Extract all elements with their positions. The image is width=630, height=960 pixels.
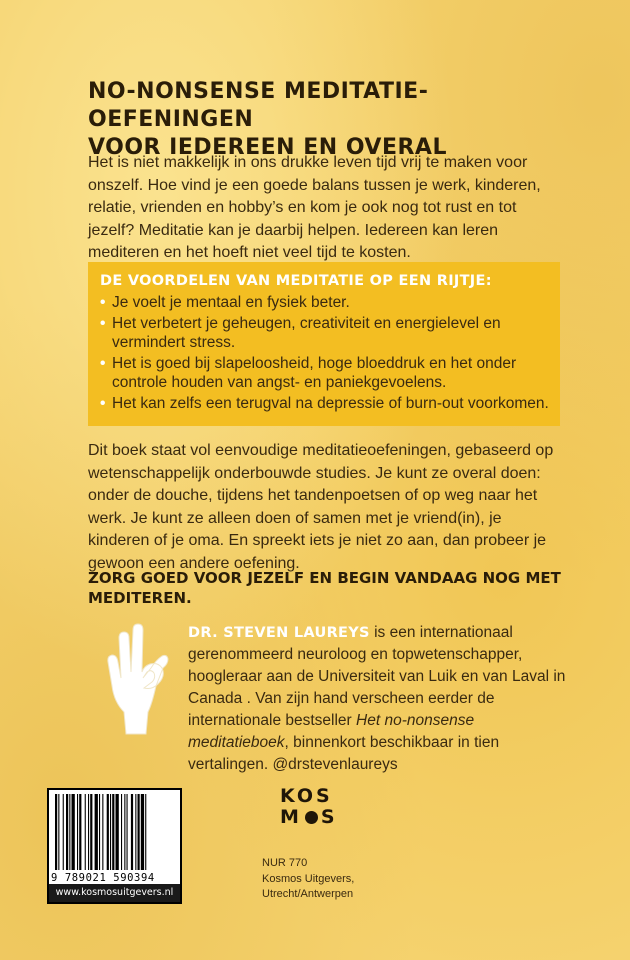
barcode-bar	[131, 794, 133, 870]
benefit-item	[100, 293, 552, 313]
barcode-bar	[138, 794, 140, 870]
benefit-text: Je voelt je mentaal en fysiek beter.	[112, 294, 350, 311]
benefit-text: Het is goed bij slapeloosheid, hoge bloeddruk en het onder controle houden van angst- en paniekgevoelens.	[112, 354, 517, 391]
bullet: •	[100, 394, 106, 412]
cover-heading	[88, 78, 588, 162]
benefit-text: Het verbetert je geheugen, creativiteit en energielevel en vermindert stress.	[112, 314, 501, 351]
publisher-logo	[280, 786, 340, 830]
barcode-bar	[102, 794, 103, 870]
nur-code: NUR 770	[262, 857, 308, 869]
barcode-bar	[110, 794, 111, 870]
publisher-name: Kosmos Uitgevers,	[262, 872, 355, 885]
publisher-info	[262, 856, 462, 903]
isbn-number: 9 789021 590394	[51, 872, 155, 884]
barcode-bar	[66, 794, 68, 870]
slogan: ZORG GOED VOOR JEZELF EN BEGIN VANDAAG NOG MET MEDITEREN.	[88, 569, 561, 607]
barcode-bar	[69, 794, 70, 870]
bullet: •	[100, 294, 106, 311]
barcode-bar	[77, 794, 78, 870]
author-bio-text-end: , binnenkort beschikbaar in tien vertalingen. @drstevenlaureys	[188, 734, 500, 773]
barcode	[47, 788, 182, 904]
barcode-bar	[107, 794, 109, 870]
bullet: •	[100, 314, 106, 332]
publisher-city: Utrecht/Antwerpen	[262, 888, 354, 900]
barcode-bar	[63, 794, 64, 870]
benefit-text: Het kan zelfs een terugval na depressie of burn-out voorkomen.	[112, 394, 549, 412]
logo-dot-icon	[305, 811, 318, 824]
author-bio-text: is een internationaal gerenommeerd neuroloog en topwetenschapper, hoogleraar aan de Universiteit van Luik en van Laval in Canada . Van zijn hand verscheen eerder de internationale bestseller	[188, 624, 566, 729]
author-book-title: Het no-nonsense meditatieboek	[188, 712, 475, 751]
logo-row-2	[280, 807, 340, 828]
body-paragraph: Dit boek staat vol eenvoudige meditatieoefeningen, gebaseerd op wetenschappelijk onderbouwde studies. Je kunt ze overal doen: onder de douche, tijdens het tandenpoetsen of op weg naar het werk. Je kunt ze alleen doen of samen met je vriend(in), je kinderen of je oma. En spreekt iets je niet zo aan, dan probeer je gewoon een andere oefening.	[88, 442, 554, 572]
author-bio	[188, 622, 568, 776]
benefit-item	[100, 314, 552, 353]
benefits-box	[88, 262, 560, 426]
barcode-bar	[95, 794, 98, 870]
barcode-bar	[135, 794, 136, 870]
meditation-hand-icon	[96, 616, 178, 736]
barcode-bar	[55, 794, 57, 870]
barcode-bar	[112, 794, 114, 870]
logo-letter-s: S	[320, 806, 338, 828]
barcode-bar	[85, 794, 86, 870]
publisher-url: www.kosmosuitgevers.nl	[49, 884, 180, 902]
author-name: DR. STEVEN LAUREYS	[188, 625, 370, 641]
heading-line-1: NO-NONSENSE MEDITATIE-OEFENINGEN	[88, 79, 429, 132]
barcode-bar	[58, 794, 59, 870]
barcode-bars	[53, 794, 177, 872]
barcode-bar	[88, 794, 89, 870]
barcode-bar	[127, 794, 128, 870]
benefits-title: DE VOORDELEN VAN MEDITATIE OP EEN RIJTJE:	[100, 273, 492, 289]
logo-letter-m: M	[280, 806, 302, 828]
barcode-bar	[141, 794, 144, 870]
bullet: •	[100, 354, 106, 372]
intro-paragraph: Het is niet makkelijk in ons drukke leven tijd vrij te maken voor onszelf. Hoe vind je een goede balans tussen je werk, kinderen, relatie, vrienden en hobby’s en kom je ook nog tot rust en tot jezelf? Meditatie kan je daarbij helpen. Iedereen kan leren mediteren en het hoeft niet veel tijd te kosten.	[88, 154, 541, 261]
benefit-item	[100, 354, 552, 393]
barcode-bar	[124, 794, 125, 870]
barcode-bar	[72, 794, 75, 870]
logo-row-1: KOS	[280, 785, 333, 807]
barcode-bar	[121, 794, 122, 870]
barcode-bar	[116, 794, 119, 870]
barcode-bar	[79, 794, 81, 870]
benefit-item	[100, 394, 552, 414]
barcode-bar	[99, 794, 100, 870]
barcode-bar	[90, 794, 92, 870]
barcode-bar	[145, 794, 146, 870]
heading-line-2: VOOR IEDEREEN EN OVERAL	[88, 135, 447, 160]
